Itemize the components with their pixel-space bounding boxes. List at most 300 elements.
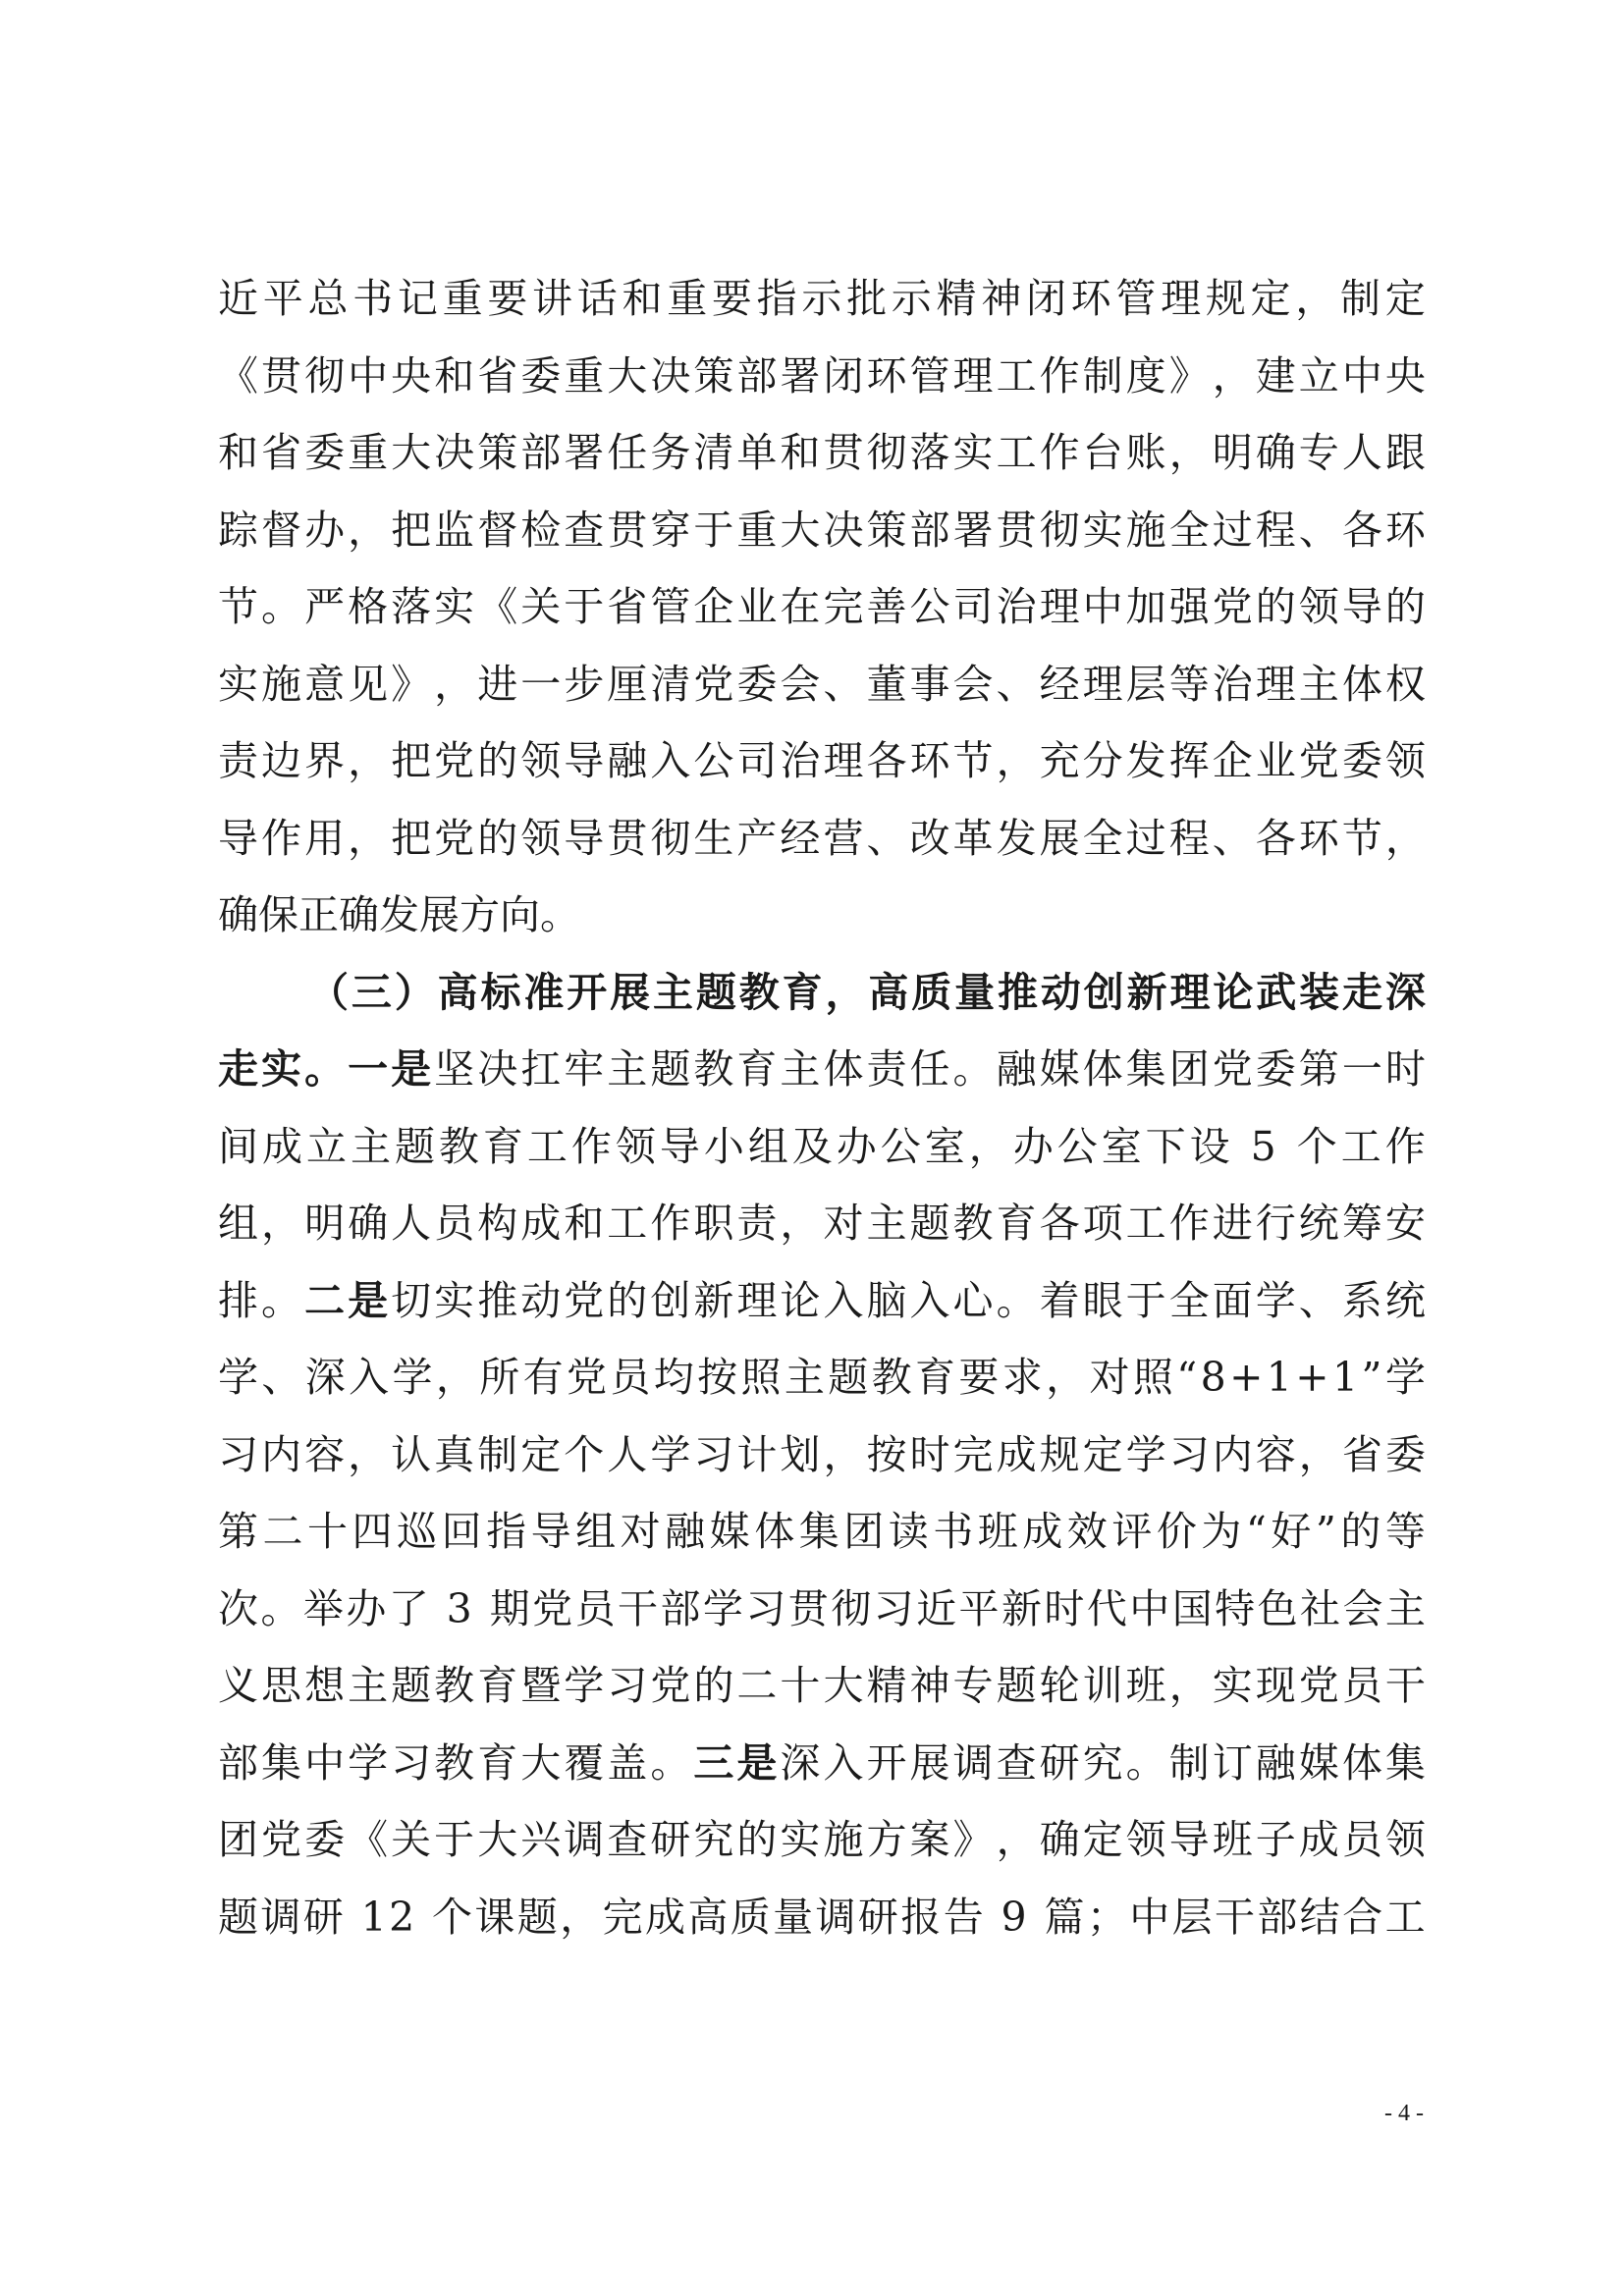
text-line-content-char: 入 — [650, 737, 691, 784]
text-line-content-char: 。 — [952, 1045, 994, 1093]
text-line-content-char: ， — [560, 1893, 601, 1941]
text-line-content-char: 业 — [1255, 737, 1296, 784]
text-line-content-char: 创 — [650, 1276, 691, 1324]
text-line-content-char: 》 — [952, 1816, 994, 1863]
text-line-content-char: 设 — [1189, 1122, 1230, 1170]
text-line-content-char: 期 — [489, 1584, 530, 1632]
section-heading-char: 走 — [1342, 968, 1382, 1016]
text-line-content-char: 公 — [880, 1122, 921, 1170]
text-line-content-char: 等 — [1168, 660, 1210, 708]
text-line-content-char: 理 — [1255, 660, 1296, 708]
text-line-content-char: 媒 — [1039, 1045, 1080, 1093]
text-line-content-char: 管 — [650, 583, 691, 630]
text-line-content-char: 和 — [780, 429, 821, 476]
text-line-content-char: 9 — [1001, 1893, 1027, 1941]
text-line-content-char: 把 — [391, 737, 432, 784]
section-heading-char: 开 — [567, 968, 608, 1016]
text-line-content-char: 学 — [392, 1354, 433, 1401]
text-line-content-char: 环 — [1384, 506, 1426, 554]
text-line-content-char: 明 — [1212, 429, 1253, 476]
text-line-content-char: 党 — [1212, 583, 1253, 630]
text-line-content-char: 研 — [302, 1893, 344, 1941]
text-line-content-char: 工 — [996, 429, 1037, 476]
text-line-content-char: 实 — [218, 660, 258, 708]
text-line-content-char: 调 — [952, 1738, 994, 1787]
text-line-content-char: 色 — [1257, 1584, 1298, 1632]
text-line-content-char: 清 — [693, 429, 734, 476]
text-line-content-char: 确 — [1039, 1816, 1080, 1863]
text-line-content-char: + — [1295, 1354, 1329, 1401]
text-line-content-char: 权 — [1384, 660, 1426, 708]
text-line-content-char: 体 — [1341, 1738, 1382, 1787]
text-line-content-char: 省 — [477, 351, 518, 400]
section-heading-char: 育 — [782, 968, 823, 1016]
text-line-content-char: 分 — [1082, 737, 1123, 784]
text-line-content-char: 办 — [346, 1584, 387, 1632]
text-line-content-char: ， — [1384, 814, 1426, 862]
text-line-content-char: 关 — [391, 1816, 432, 1863]
section-heading-char: 高 — [437, 968, 478, 1016]
text-line — [218, 722, 1426, 800]
text-line-content-char: 大 — [391, 429, 432, 476]
text-line-content-char: 理 — [736, 1276, 778, 1324]
text-line-content-char: 确 — [1255, 429, 1296, 476]
text-line-content-char: ， — [1168, 429, 1210, 476]
text-line-content-char: 体 — [823, 1045, 864, 1093]
text-line-content-char: 小 — [703, 1122, 744, 1170]
text-line-content-char: 环 — [1298, 814, 1339, 862]
text-line-content-char: 。 — [1125, 1738, 1166, 1787]
text-line-content-char: 党 — [1212, 1045, 1253, 1093]
page-number: - 4 - — [1384, 2101, 1424, 2126]
text-line-content-char: 层 — [1171, 1893, 1213, 1941]
text-line-content-char: ” — [1315, 1508, 1336, 1555]
text-line-content-char: 书 — [352, 275, 394, 322]
section-heading-line — [218, 954, 1426, 1032]
text-line-content-char: 精 — [866, 1662, 907, 1709]
text-line-content-char: 贯 — [787, 1584, 829, 1632]
text-line-content-char: 作 — [1039, 429, 1080, 476]
text-line-content-char: 为 — [1201, 1508, 1242, 1555]
text-line-content-char: 彻 — [650, 814, 691, 862]
text-line-content-char: 环 — [866, 351, 907, 400]
text-line-content-char: 时 — [1044, 1584, 1085, 1632]
text-line-content-char: 中 — [304, 1738, 346, 1787]
text-line-content-char: 对 — [620, 1508, 661, 1555]
text-line-content-char: 时 — [909, 1430, 950, 1478]
text-line — [218, 1647, 1426, 1725]
text-line-content-char: 题 — [391, 1662, 432, 1709]
text-line-content-char: 。 — [261, 583, 302, 630]
text-line-content-char: 央 — [1384, 351, 1426, 400]
text-line-content-char: 中 — [348, 351, 389, 400]
text-line-content-char: 大 — [607, 351, 648, 400]
text-line-content-char: 脑 — [866, 1276, 907, 1324]
text-line-content-char: 主 — [607, 1045, 648, 1093]
text-line-content-char: 中 — [1082, 583, 1123, 630]
text-line-content-char: 想 — [304, 1662, 346, 1709]
text-line-content-char: 推 — [477, 1276, 518, 1324]
text-line-content-char: 学 — [702, 1584, 743, 1632]
text-line-content-char: 指 — [756, 275, 797, 322]
text-line-content-char: 记 — [397, 275, 438, 322]
text-line-content-char: 代 — [1086, 1584, 1127, 1632]
text-line-content-char: 社 — [1300, 1584, 1340, 1632]
text-line-content-char: 部 — [909, 506, 950, 554]
text-line-content-char: 中 — [1129, 1893, 1170, 1941]
text-line-content-char: 企 — [693, 583, 734, 630]
text-line-content-char: 学 — [348, 1738, 389, 1787]
text-line-content-char: 定 — [1082, 1816, 1123, 1863]
text-line-content-char: 教 — [434, 1662, 475, 1709]
text-line-content-char: 层 — [1125, 660, 1166, 708]
text-line-content-char: 委 — [1384, 1430, 1426, 1478]
text-line-content-char: 研 — [857, 1893, 898, 1941]
text-line-content-char: 事 — [909, 660, 950, 708]
text-line-content-char: + — [1229, 1354, 1264, 1401]
text-line-content-char: 工 — [526, 1122, 568, 1170]
text-line-content-char: 、 — [1212, 814, 1253, 862]
text-line-content-char: 总 — [307, 275, 349, 322]
text-line-content-char: 教 — [871, 1354, 912, 1401]
text-line-content-char: 近 — [218, 275, 258, 322]
section-heading-char: 创 — [1083, 968, 1124, 1016]
section-heading-char: 三 — [351, 968, 392, 1016]
text-line — [218, 800, 1426, 878]
text-line-content-char: 边 — [261, 737, 302, 784]
text-line-content-char: 习 — [693, 1430, 734, 1478]
text-line-content-char: ， — [261, 1200, 302, 1247]
text-line-content-char — [1234, 1108, 1247, 1186]
text-line-content-char: 教 — [693, 1045, 734, 1093]
text-line-content-char: 、 — [996, 660, 1037, 708]
text-line-content-char: 各 — [866, 737, 907, 784]
section-heading-char: 动 — [1040, 968, 1081, 1016]
text-line-content-char: 告 — [943, 1893, 984, 1941]
text-line-content-char: 究 — [1082, 1738, 1123, 1787]
point-marker-second-char: 二 — [304, 1276, 346, 1324]
text-line-content-char: 的 — [477, 737, 518, 784]
text-line-content-char: 一 — [520, 660, 562, 708]
text-line-content-char: 员 — [610, 1354, 651, 1401]
text-line-content-char: 学 — [1384, 1354, 1426, 1401]
text-line-content-char: 确 — [348, 1200, 389, 1247]
text-line-content-char: 班 — [977, 1508, 1018, 1555]
text-line-content-char: 各 — [1039, 1200, 1080, 1247]
text-line-content-char: 实 — [434, 583, 475, 630]
text-line-content-char: 要 — [711, 275, 752, 322]
text-line-content-char: 二 — [736, 1662, 778, 1709]
text-line-content-char: ， — [823, 1430, 864, 1478]
text-line-content-char: 习 — [218, 1430, 258, 1478]
text-line-content-char: 规 — [1039, 1430, 1080, 1478]
text-line-content: 确保正确发展方向。 — [218, 891, 580, 938]
text-line-content-char: ， — [1298, 1430, 1339, 1478]
text-line-content-char: 学 — [564, 1662, 605, 1709]
text-line-content-char: 题 — [218, 1893, 258, 1941]
text-line-content-char: 题 — [828, 1354, 869, 1401]
text-line-content-char: 责 — [218, 737, 258, 784]
text-line-content-char: 等 — [1384, 1508, 1426, 1555]
text-line-content-char: 教 — [952, 1200, 994, 1247]
text-line-content-char: 导 — [659, 1122, 700, 1170]
text-line-content-char: 融 — [1255, 1738, 1296, 1787]
text-line-content-char: 制 — [477, 1430, 518, 1478]
point-marker-first-char: 一 — [348, 1045, 389, 1093]
text-line-content-char: 间 — [218, 1122, 258, 1170]
text-line-content-char: 导 — [564, 814, 605, 862]
text-line-content-char: 班 — [1212, 1816, 1253, 1863]
text-line-content-char: 彻 — [866, 429, 907, 476]
text-line-content-char: 指 — [486, 1508, 527, 1555]
text-line-content-char: 跟 — [1384, 429, 1426, 476]
text-line-content-char: 业 — [736, 583, 778, 630]
text-line-content-char: 省 — [1341, 1430, 1382, 1478]
text-line-content-char: 党 — [532, 1584, 573, 1632]
text-line-content-char: 责 — [736, 1200, 778, 1247]
point-marker-first-char: 是 — [391, 1045, 432, 1093]
text-line-content-char: 治 — [996, 583, 1037, 630]
text-line-content-char: 要 — [958, 1354, 1000, 1401]
text-line-content-char: 全 — [1168, 506, 1210, 554]
text-line-content-char: 量 — [773, 1893, 814, 1941]
text-line-content-char: 及 — [791, 1122, 833, 1170]
text-line-content-char: 党 — [261, 1816, 302, 1863]
text-line-content-char: 程 — [1255, 506, 1296, 554]
text-line-content-char: 完 — [823, 583, 864, 630]
text-line-content-char: 全 — [1168, 1276, 1210, 1324]
text-line-content-char: 个 — [1296, 1122, 1337, 1170]
text-line-content-char: 和 — [434, 351, 475, 400]
text-line-content-char: 论 — [780, 1276, 821, 1324]
text-line-content-char: 室 — [924, 1122, 965, 1170]
text-line-content-char: 巡 — [397, 1508, 438, 1555]
text-line-content-char: 动 — [520, 1276, 562, 1324]
text-line — [218, 414, 1426, 492]
text-line-content-char: 决 — [434, 429, 475, 476]
text-line-content-char: 督 — [477, 506, 518, 554]
text-line-content-char: 第 — [218, 1508, 258, 1555]
text-line-content-char: 团 — [218, 1816, 258, 1863]
text-line-content-char: 计 — [736, 1430, 778, 1478]
text-line-content-char: 好 — [1271, 1508, 1312, 1555]
text-line-content-char: 主 — [866, 1200, 907, 1247]
text-line-content-char: 全 — [1082, 814, 1123, 862]
text-line-content-char: 学 — [1125, 1430, 1166, 1478]
text-line-content-char: 作 — [1039, 351, 1080, 400]
text-line-content-char: 团 — [1168, 1045, 1210, 1093]
text-line-content-char: 干 — [618, 1584, 658, 1632]
text-line-content-char: 现 — [1255, 1662, 1296, 1709]
text-line-content-char: 界 — [304, 737, 346, 784]
section-heading-char: 武 — [1256, 968, 1297, 1016]
text-line-content-char: 革 — [952, 814, 994, 862]
text-line-content-char: 领 — [520, 814, 562, 862]
text-line-content-char: 筹 — [1341, 1200, 1382, 1247]
section-heading-char: 准 — [523, 968, 565, 1016]
text-line-content-char: 定 — [520, 1430, 562, 1478]
text-line-content-char: 的 — [693, 1662, 734, 1709]
text-line-content-char: 要 — [487, 275, 528, 322]
text-line-content-char: 室 — [1101, 1122, 1142, 1170]
text-line-content-char: 价 — [1156, 1508, 1197, 1555]
text-line-content-char: 完 — [952, 1430, 994, 1478]
text-line-content-char: 覆 — [564, 1738, 605, 1787]
text-line-content-char: ， — [996, 1816, 1037, 1863]
text-line-content-char: 大 — [780, 506, 821, 554]
text-line-content-char: 十 — [307, 1508, 349, 1555]
text-line — [218, 1031, 1426, 1108]
text-line-content-char: 时 — [1384, 1045, 1426, 1093]
text-line-content-char: 务 — [650, 429, 691, 476]
text-line-content-char: 党 — [650, 1662, 691, 1709]
text-line-content-char: 督 — [261, 506, 302, 554]
text-line-content-char: 集 — [798, 1508, 839, 1555]
text-line-content-char: 公 — [693, 737, 734, 784]
text-line-content-char: 任 — [607, 429, 648, 476]
text-line-content-char: 查 — [607, 1816, 648, 1863]
text-line-content-char: 习 — [745, 1584, 786, 1632]
text-line-content-char: 把 — [391, 506, 432, 554]
text-line-content-char: 厘 — [607, 660, 648, 708]
text-line — [218, 646, 1426, 723]
text-line-content-char — [1280, 1108, 1293, 1186]
text-line-content-char: 容 — [304, 1430, 346, 1478]
text-line-content-char: 入 — [823, 1276, 864, 1324]
text-line-content-char: 挥 — [1168, 737, 1210, 784]
text-line-content-char: 质 — [730, 1893, 771, 1941]
text-line-content-char: 专 — [1298, 429, 1339, 476]
text-line-content-char: 进 — [477, 660, 518, 708]
text-line-content-char: 5 — [1250, 1122, 1276, 1170]
text-line-content-char: 《 — [477, 583, 518, 630]
text-line-content-char: 扛 — [520, 1045, 562, 1093]
text-line-content-char: 平 — [958, 1584, 1000, 1632]
text-line-content-char: 环 — [1070, 275, 1111, 322]
text-line-content-char: 定 — [1384, 275, 1426, 322]
text-line-content-char — [346, 1879, 358, 1956]
section-heading-char: 量 — [954, 968, 996, 1016]
text-line-content-char: 委 — [1341, 737, 1382, 784]
text-line-content-char: 省 — [261, 429, 302, 476]
text-line-content-char: 规 — [1205, 275, 1246, 322]
text-line-content-char: 入 — [823, 1738, 864, 1787]
text-line-content-char: 部 — [520, 429, 562, 476]
text-line-content-char: 节 — [218, 583, 258, 630]
text-line-content-char: 教 — [438, 1122, 479, 1170]
text-line-content-char: 委 — [520, 351, 562, 400]
text-line-content-char: 大 — [823, 1662, 864, 1709]
text-line — [218, 568, 1426, 646]
text-line-content-char: 班 — [1125, 1662, 1166, 1709]
text-line-content-char: 眼 — [1082, 1276, 1123, 1324]
text-line-content-char: 》 — [391, 660, 432, 708]
text-line-content-char: 深 — [780, 1738, 821, 1787]
text-line-content-char: 各 — [1341, 506, 1382, 554]
text-line-content-char: 和 — [218, 429, 258, 476]
text-line-content-char: 特 — [1215, 1584, 1256, 1632]
text-line-content-char: 排 — [218, 1276, 258, 1324]
text-line-content-char: 实 — [1082, 506, 1123, 554]
text-line-content-char: 深 — [304, 1354, 346, 1401]
text-line-content-char: 员 — [434, 1200, 475, 1247]
text-line-content-char: 示 — [891, 275, 932, 322]
text-line-content-char: 重 — [442, 275, 483, 322]
text-line-content-char: 中 — [1341, 351, 1382, 400]
text-line-content-char: 育 — [736, 1045, 778, 1093]
text-line-content-char: 委 — [1255, 1045, 1296, 1093]
text-line-content-char: 育 — [477, 1662, 518, 1709]
text-line-content-char: 3 — [446, 1584, 472, 1632]
text-line-content-char: 关 — [520, 583, 562, 630]
text-line-content-char: 成 — [520, 1200, 562, 1247]
text-line-content-char: ， — [348, 737, 389, 784]
text-line-content-char: ， — [1046, 1354, 1087, 1401]
text-line-content-char: 评 — [1111, 1508, 1153, 1555]
text-line-content-char: 策 — [866, 506, 907, 554]
section-heading-char: 新 — [1126, 968, 1167, 1016]
text-line-content-char: 党 — [1298, 737, 1339, 784]
text-line-content-char: ， — [968, 1122, 1009, 1170]
text-line-content-char: 党 — [1298, 1662, 1339, 1709]
text-line-content-char: 踪 — [218, 506, 258, 554]
section-heading-char: 推 — [998, 968, 1038, 1016]
text-line-content-char: 的 — [1340, 1508, 1381, 1555]
text-line-content-char: 公 — [909, 583, 950, 630]
text-line-content-char: 管 — [1115, 275, 1157, 322]
section-heading-char: 装 — [1299, 968, 1340, 1016]
text-line-content-char: 习 — [873, 1584, 914, 1632]
text-line-content-char: 充 — [1039, 737, 1080, 784]
section-heading-continuation-char: 。 — [304, 1045, 346, 1093]
text-line — [218, 1185, 1426, 1262]
text-line-content-char: 领 — [615, 1122, 656, 1170]
text-line-content-char: 部 — [218, 1738, 258, 1787]
text-line-content-char: 精 — [936, 275, 977, 322]
text-line-content-char: 职 — [693, 1200, 734, 1247]
text-line — [218, 1262, 1426, 1340]
point-marker-third-char: 是 — [736, 1738, 778, 1787]
body-text — [218, 260, 1426, 1955]
text-line-content-char — [1029, 1879, 1042, 1956]
text-line-content-char: 学 — [1255, 1276, 1296, 1324]
text-line-content-char: 对 — [823, 1200, 864, 1247]
text-line-content-char: 台 — [1082, 429, 1123, 476]
text-line-content-char: 神 — [909, 1662, 950, 1709]
text-line-content-char: 责 — [866, 1045, 907, 1093]
text-line-content-char: 着 — [1039, 1276, 1080, 1324]
text-line-content-char: 完 — [602, 1893, 643, 1941]
text-line-content-char: 管 — [909, 351, 950, 400]
text-line-content-char: 重 — [667, 275, 708, 322]
text-line-content-char: 第 — [1298, 1045, 1339, 1093]
text-line-content-char: 制 — [1339, 275, 1380, 322]
text-line-content-char: 人 — [607, 1430, 648, 1478]
text-line-content-char: 落 — [909, 429, 950, 476]
text-line-content-char: 题 — [909, 1200, 950, 1247]
text-line-content-char: 过 — [1125, 814, 1166, 862]
section-heading-char: 题 — [695, 968, 736, 1016]
text-line-content-char: 订 — [1212, 1738, 1253, 1787]
text-line-content-char: 育 — [477, 1738, 518, 1787]
text-line — [218, 1571, 1426, 1648]
text-line-content-char: 司 — [952, 583, 994, 630]
text-line-content-char: 营 — [823, 814, 864, 862]
text-line-content-char: 用 — [304, 814, 346, 862]
text-line-content-char: 施 — [823, 1816, 864, 1863]
text-line-content-char: 于 — [1125, 1276, 1166, 1324]
text-line-content-char: 体 — [1341, 660, 1382, 708]
